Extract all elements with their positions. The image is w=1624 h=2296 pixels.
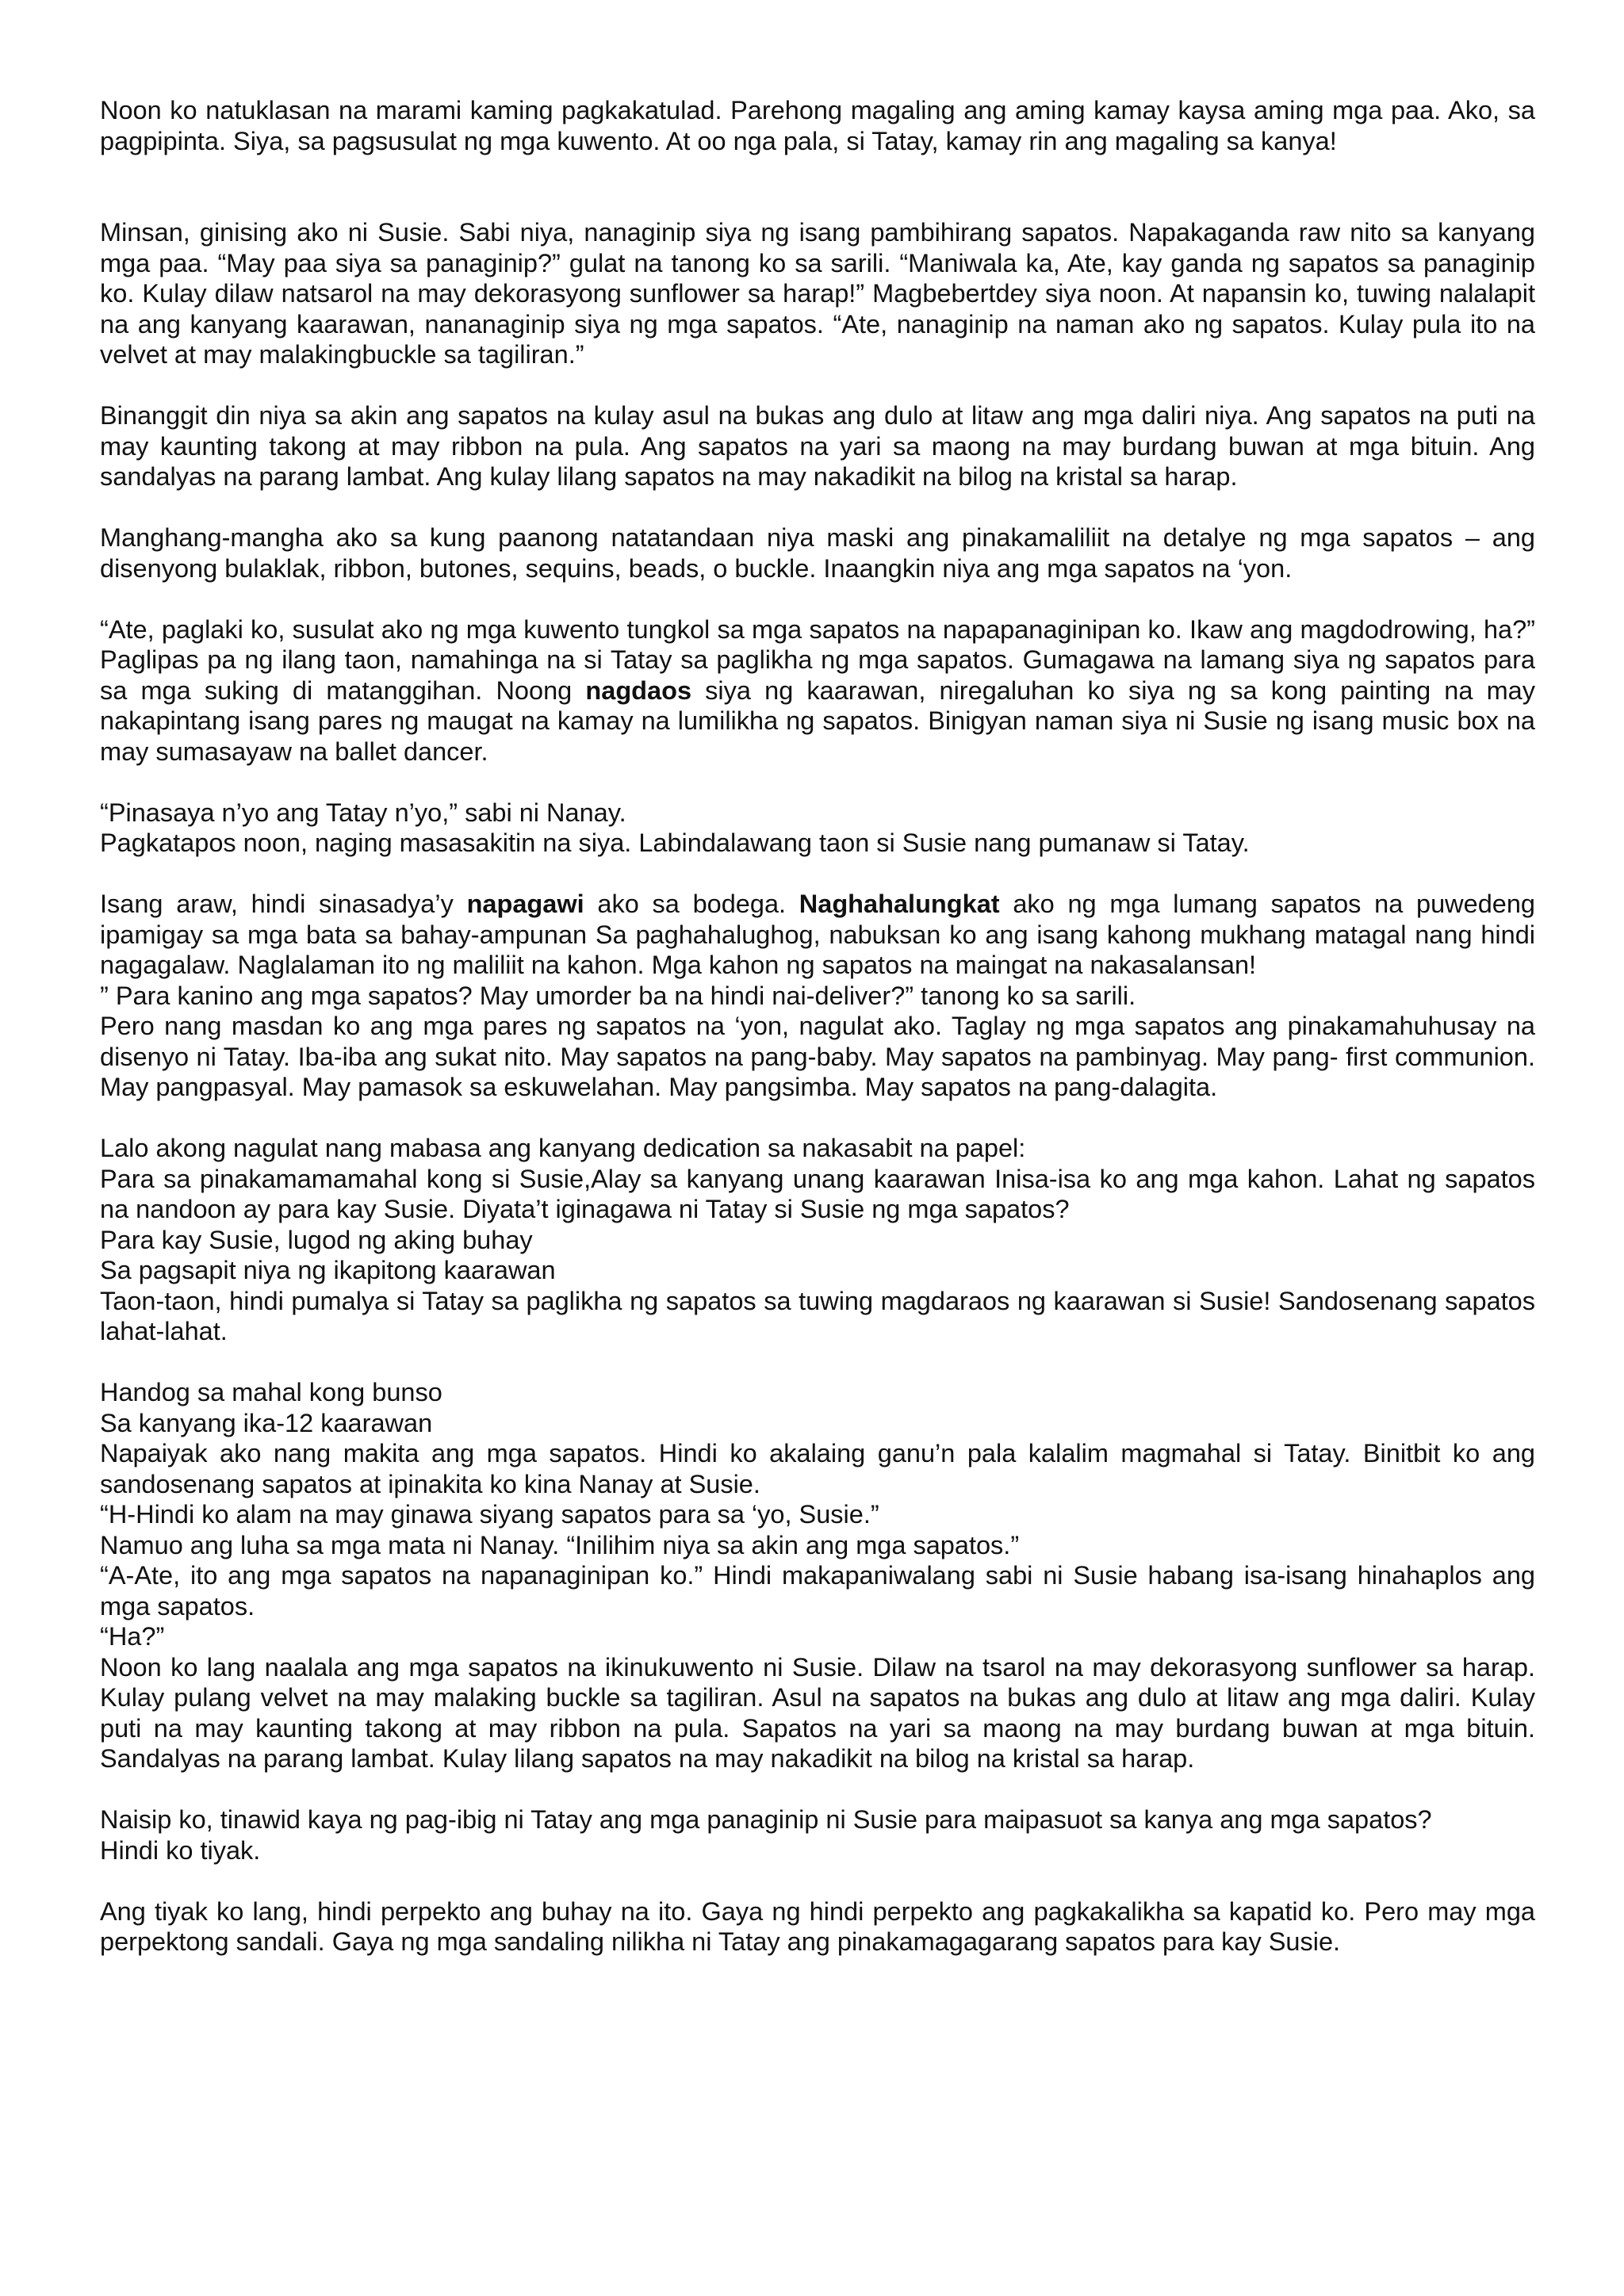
text-line: [100, 798, 1535, 828]
text-line: [100, 1896, 1535, 1957]
text-segment: Pagkatapos noon, naging masasakitin na siya. Labindalawang taon si Susie nang pumanaw si Tatay.: [100, 828, 1250, 857]
text-segment: ” Para kanino ang mga sapatos? May umorder ba na hindi nai-deliver?” tanong ko sa sarili.: [100, 981, 1136, 1010]
paragraph: [100, 889, 1535, 1103]
text-line: [100, 1560, 1535, 1621]
paragraph: [100, 1896, 1535, 1957]
text-line: [100, 1438, 1535, 1499]
paragraph: [100, 522, 1535, 584]
text-segment: Isang araw, hindi sinasadya’y: [100, 890, 467, 918]
text-line: [100, 400, 1535, 492]
text-segment: Noon ko lang naalala ang mga sapatos na ikinukuwento ni Susie. Dilaw na tsarol na may dekorasyong sunflower sa harap. Kulay pulang velvet na may malaking buckle sa tagiliran. Asul na sapatos na bukas ang dulo at litaw ang mga daliri. Kulay puti na may kaunting takong at may ribbon na pula. Sapatos na yari sa maong na may burdang buwan at mga bituin. Sandalyas na parang lambat. Kulay lilang sapatos na may nakadikit na bilog na kristal sa harap.: [100, 1652, 1535, 1773]
text-segment: Para sa pinakamamamahal kong si Susie,Alay sa kanyang unang kaarawan Inisa-isa ko ang mga kahon. Lahat ng sapatos na nandoon ay para kay Susie. Diyata’t iginagawa ni Tatay si Susie ng mga sapatos?: [100, 1164, 1535, 1223]
paragraph: [100, 1377, 1535, 1774]
text-segment: Napaiyak ako nang makita ang mga sapatos. Hindi ko akalaing ganu’n pala kalalim magmahal si Tatay. Binitbit ko ang sandosenang sapatos at ipinakita ko kina Nanay at Susie.: [100, 1439, 1535, 1498]
text-segment: Ang tiyak ko lang, hindi perpekto ang buhay na ito. Gaya ng hindi perpekto ang pagkakalikha sa kapatid ko. Pero may mga perpektong sandali. Gaya ng mga sandaling nilikha ni Tatay ang pinakamagagarang sapatos para kay Susie.: [100, 1896, 1535, 1956]
text-segment: Sa pagsapit niya ng ikapitong kaarawan: [100, 1256, 556, 1284]
text-segment: Taon-taon, hindi pumalya si Tatay sa paglikha ng sapatos sa tuwing magdaraos ng kaarawan si Susie! Sandosenang sapatos lahat-lahat.: [100, 1286, 1535, 1345]
paragraph: [100, 1804, 1535, 1866]
text-line: [100, 1011, 1535, 1103]
paragraph: [100, 217, 1535, 370]
text-line: [100, 1530, 1535, 1561]
paragraph: [100, 95, 1535, 156]
text-segment: siya ng kaarawan, niregaluhan ko siya ng sa kong painting na may nakapintang isang pares ng maugat na kamay na lumilikha ng sapatos. Binigyan naman siya ni Susie ng isang music box na may sumasayaw na ballet dancer.: [100, 675, 1535, 766]
text-segment: Sa kanyang ika-12 kaarawan: [100, 1408, 433, 1437]
text-segment: Para kay Susie, lugod ng aking buhay: [100, 1225, 533, 1254]
text-segment: Handog sa mahal kong bunso: [100, 1378, 442, 1406]
text-line: [100, 1835, 1535, 1866]
text-line: [100, 1499, 1535, 1530]
bold-word: Naghahalungkat: [799, 890, 1000, 918]
text-segment: ako ng mga lumang sapatos na puwedeng ipamigay sa mga bata sa bahay-ampunan Sa paghahalughog, nabuksan ko ang isang kahong mukhang matagal nang hindi nagagalaw. Naglalaman ito ng maliliit na kahon. Mga kahon ng sapatos na maingat na nakasalansan!: [100, 890, 1536, 979]
bold-word: nagdaos: [585, 675, 692, 705]
text-line: [100, 522, 1535, 584]
text-line: [100, 1804, 1535, 1835]
text-line: [100, 1652, 1535, 1774]
text-line: [100, 1286, 1535, 1347]
text-segment: “A-Ate, ito ang mga sapatos na napanaginipan ko.” Hindi makapaniwalang sabi ni Susie habang isa-isang hinahaplos ang mga sapatos.: [100, 1561, 1535, 1621]
text-segment: “Ate, paglaki ko, susulat ako ng mga kuwento tungkol sa mga sapatos na napapanaginipan ko. Ikaw ang magdodrowing, ha?” Paglipas pa ng ilang taon, namahinga na si Tatay sa paglikha ng mga sapatos. Gumagawa na lamang siya ng sapatos para sa mga suking di matanggihan. Noong: [100, 614, 1535, 705]
paragraph: [100, 400, 1535, 492]
text-line: [100, 1133, 1535, 1164]
paragraph: [100, 798, 1535, 859]
text-segment: “Ha?”: [100, 1622, 165, 1651]
text-line: [100, 828, 1535, 859]
text-segment: Binanggit din niya sa akin ang sapatos na kulay asul na bukas ang dulo at litaw ang mga daliri niya. Ang sapatos na puti na may kaunting takong at may ribbon na pula. Ang sapatos na yari sa maong na may burdang buwan at mga bituin. Ang sandalyas na parang lambat. Ang kulay lilang sapatos na may nakadikit na bilog na kristal sa harap.: [100, 401, 1535, 491]
text-line: [100, 217, 1535, 370]
text-line: [100, 889, 1535, 981]
text-segment: “H-Hindi ko alam na may ginawa siyang sapatos para sa ‘yo, Susie.”: [100, 1500, 879, 1529]
text-line: [100, 1377, 1535, 1408]
text-segment: Hindi ko tiyak.: [100, 1835, 261, 1865]
text-segment: Lalo akong nagulat nang mabasa ang kanyang dedication sa nakasabit na papel:: [100, 1134, 1026, 1162]
text-line: [100, 981, 1535, 1012]
text-segment: Naisip ko, tinawid kaya ng pag-ibig ni Tatay ang mga panaginip ni Susie para maipasuot sa kanya ang mga sapatos?: [100, 1805, 1432, 1834]
text-segment: Pero nang masdan ko ang mga pares ng sapatos na ‘yon, nagulat ako. Taglay ng mga sapatos ang pinakamahuhusay na disenyo ni Tatay. Iba-iba ang sukat nito. May sapatos na pang-baby. May sapatos na pambinyag. May pang- first communion. May pangpasyal. May pamasok sa eskuwelahan. May pangsimba. May sapatos na pang-dalagita.: [100, 1012, 1535, 1101]
bold-word: napagawi: [466, 890, 584, 918]
text-line: [100, 1408, 1535, 1439]
text-line: [100, 1621, 1535, 1652]
story-body: [100, 95, 1535, 1988]
paragraph: [100, 614, 1535, 767]
paragraph: [100, 1133, 1535, 1347]
text-segment: Noon ko natuklasan na marami kaming pagkakatulad. Parehong magaling ang aming kamay kaysa aming mga paa. Ako, sa pagpipinta. Siya, sa pagsusulat ng mga kuwento. At oo nga pala, si Tatay, kamay rin ang magaling sa kanya!: [100, 96, 1535, 155]
text-line: [100, 1164, 1535, 1225]
text-segment: “Pinasaya n’yo ang Tatay n’yo,” sabi ni Nanay.: [100, 798, 626, 827]
text-line: [100, 95, 1535, 156]
text-segment: ako sa bodega.: [584, 890, 799, 918]
text-line: [100, 1225, 1535, 1256]
text-segment: Minsan, ginising ako ni Susie. Sabi niya, nanaginip siya ng isang pambihirang sapatos. Napakaganda raw nito sa kanyang mga paa. “May paa siya sa panaginip?” gulat na tanong ko sa sarili. “Maniwala ka, Ate, kay ganda ng sapatos sa panaginip ko. Kulay dilaw natsarol na may dekorasyong sunflower sa harap!” Magbebertdey siya noon. At napansin ko, tuwing nalalapit na ang kanyang kaarawan, nananaginip siya ng mga sapatos. “Ate, nanaginip na naman ako ng sapatos. Kulay pula ito na velvet at may malakingbuckle sa tagiliran.”: [100, 218, 1535, 369]
text-segment: Namuo ang luha sa mga mata ni Nanay. “Inilihim niya sa akin ang mga sapatos.”: [100, 1530, 1020, 1559]
text-line: [100, 1255, 1535, 1286]
text-line: [100, 614, 1535, 767]
text-segment: Manghang-mangha ako sa kung paanong natatandaan niya maski ang pinakamaliliit na detalye ng mga sapatos – ang disenyong bulaklak, ribbon, butones, sequins, beads, o buckle. Inaangkin niya ang mga sapatos na ‘yon.: [100, 523, 1535, 583]
